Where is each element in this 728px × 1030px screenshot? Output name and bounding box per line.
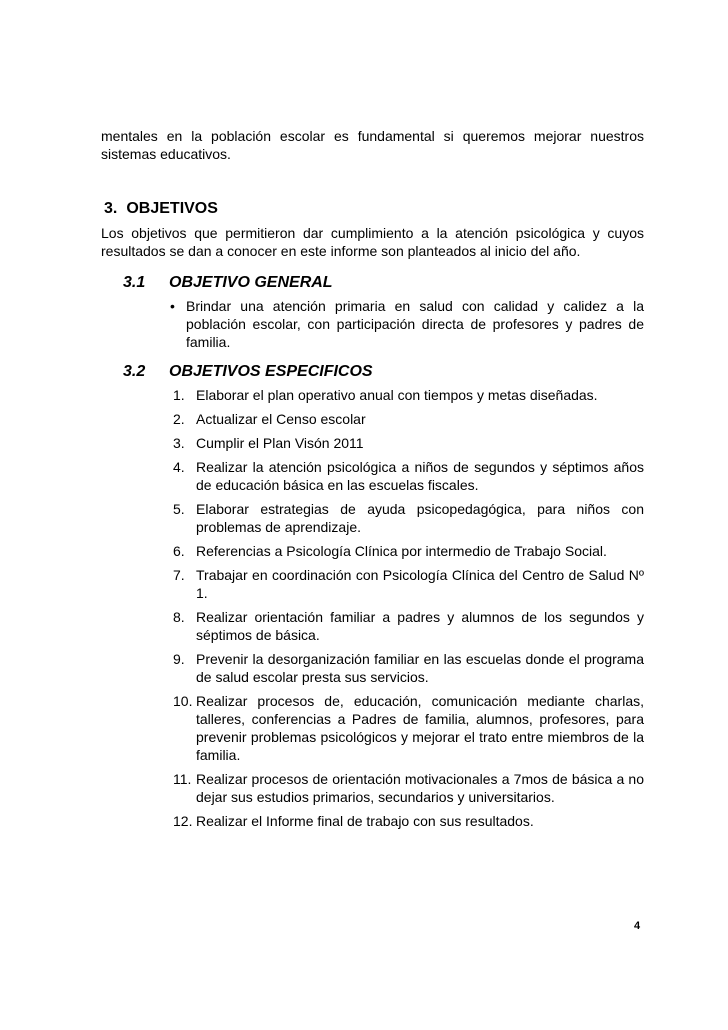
intro-paragraph: mentales en la población escolar es fundamental si queremos mejorar nuestros sistemas educativos. <box>101 128 644 162</box>
item-text: Realizar procesos de, educación, comunicación mediante charlas, talleres, conferencias a Padres de familia, alumnos, profesores, para prevenir problemas psicológicos y mejorar el trato entre miembros de la familia. <box>196 693 644 763</box>
general-number: 3.1 <box>123 274 146 291</box>
item-number: 3. <box>173 435 185 451</box>
section-paragraph: Los objetivos que permitieron dar cumplimiento a la atención psicológica y cuyos resultados se dan a conocer en este informe son planteados al inicio del año. <box>101 225 644 259</box>
list-item <box>168 297 644 351</box>
list-item <box>168 650 644 686</box>
general-objective-list <box>168 297 644 351</box>
item-text: Prevenir la desorganización familiar en las escuelas donde el programa de salud escolar presta sus servicios. <box>196 651 644 685</box>
list-item <box>168 542 644 560</box>
item-text: Elaborar estrategias de ayuda psicopedagógica, para niños con problemas de aprendizaje. <box>196 501 644 535</box>
item-number: 11. <box>173 771 192 787</box>
section-title: OBJETIVOS <box>126 200 218 217</box>
item-number: 4. <box>173 459 185 475</box>
list-item <box>168 608 644 644</box>
list-item <box>168 692 644 764</box>
item-text: Elaborar el plan operativo anual con tiempos y metas diseñadas. <box>196 387 598 403</box>
general-objective-heading <box>123 273 523 293</box>
item-text: Cumplir el Plan Visón 2011 <box>196 435 364 451</box>
page-number: 4 <box>634 920 641 932</box>
item-text: Realizar la atención psicológica a niños de segundos y séptimos años de educación básica en las escuelas fiscales. <box>196 459 644 493</box>
list-item <box>168 458 644 494</box>
item-number: 12. <box>173 813 193 829</box>
list-item <box>168 770 644 806</box>
item-number: 9. <box>173 651 185 667</box>
item-text: Realizar procesos de orientación motivacionales a 7mos de básica a no dejar sus estudios primarios, secundarios y universitarios. <box>196 771 644 805</box>
item-text: Trabajar en coordinación con Psicología Clínica del Centro de Salud Nº 1. <box>196 567 644 601</box>
item-number: 1. <box>173 387 185 403</box>
bullet-icon: • <box>170 298 175 314</box>
item-text: Referencias a Psicología Clínica por intermedio de Trabajo Social. <box>196 543 607 559</box>
item-text: Realizar el Informe final de trabajo con sus resultados. <box>196 813 534 829</box>
specific-title: OBJETIVOS ESPECIFICOS <box>169 363 373 380</box>
item-number: 8. <box>173 609 185 625</box>
list-item <box>168 500 644 536</box>
list-item <box>168 410 644 428</box>
item-number: 10. <box>173 693 193 709</box>
specific-number: 3.2 <box>123 363 146 380</box>
list-item <box>168 566 644 602</box>
list-item <box>168 386 644 404</box>
general-title: OBJETIVO GENERAL <box>169 274 333 291</box>
item-number: 6. <box>173 543 185 559</box>
section-heading <box>104 199 218 219</box>
item-text: Realizar orientación familiar a padres y alumnos de los segundos y séptimos de básica. <box>196 609 644 643</box>
section-number: 3. <box>104 200 118 217</box>
list-item-text: Brindar una atención primaria en salud con calidad y calidez a la población escolar, con participación directa de profesores y padres de familia. <box>186 298 644 350</box>
list-item <box>168 812 644 830</box>
specific-objectives-heading <box>123 362 523 382</box>
item-number: 2. <box>173 411 185 427</box>
list-item <box>168 434 644 452</box>
item-number: 7. <box>173 567 185 583</box>
item-number: 5. <box>173 501 185 517</box>
item-text: Actualizar el Censo escolar <box>196 411 366 427</box>
specific-objectives-list <box>168 386 644 836</box>
